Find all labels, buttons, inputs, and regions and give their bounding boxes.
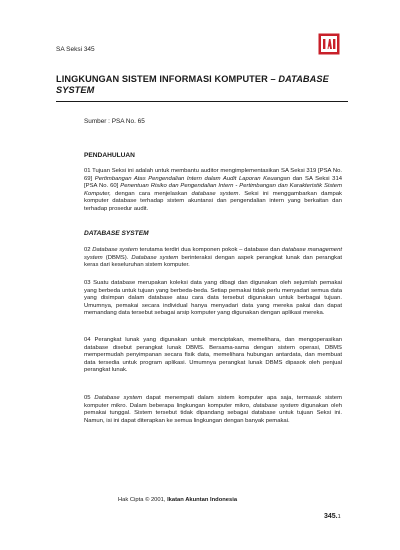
title-divider — [56, 101, 348, 102]
section-code: SA Seksi 345 — [56, 46, 95, 53]
source-reference: Sumber : PSA No. 65 — [84, 118, 145, 125]
p01-text-g: . Seksi ini menggambarkan dampak komputer database terhadap sistem akuntansi dan pengendalian intern yang berkaitan dan terhadap prosedur audit. — [84, 190, 342, 212]
p01-italic-d: Penentuan Risiko dan Pengendalian Intern - Pertimbangan dan Karakteristik Sistem Komputer, — [84, 183, 342, 197]
copyright-prefix: Hak Cipta © 2001, — [118, 497, 168, 503]
paragraph-03: 03 Suatu database merupakan koleksi data yang dibagi dan digunakan oleh sejumlah pemakai yang berbeda untuk tujuan yang berbeda-beda. Setiap pemakai tidak perlu menyadari semua data yang disimpan dalam database atau cara data tersebut digunakan untuk berbagai tujuan. Umumnya, pemakai secara individual hanya menyadari data yang mereka pakai dan dapat memandang data tersebut sebagai arsip komputer yang digunakan dengan aplikasi mereka. — [84, 280, 342, 317]
copyright-notice — [118, 497, 237, 503]
p02-italic-b: Database system — [92, 247, 138, 253]
paragraph-02 — [84, 247, 342, 270]
p02-text-e: (DBMS). — [102, 254, 132, 261]
page-number-sub: 1 — [337, 514, 341, 520]
p05-italic-b: Database system — [94, 395, 143, 401]
p01-italic-b: Pertimbangan Atas Pengendalian Intern dalam Audit Laporan Keuangan — [94, 175, 291, 182]
p01-text-c: dan SA Seksi 314 [PSA No. 60] — [84, 175, 343, 190]
p05-italic-d: database system — [253, 402, 299, 409]
p02-text-g: berinteraksi dengan aspek perangkat lunak dan perangkat keras dari keseluruhan sistem komputer. — [84, 254, 342, 269]
p01-text-a: 01 Tujuan Seksi ini adalah untuk membantu auditor mengimplementasikan SA Seksi 319 [PSA No. 69] — [84, 168, 342, 182]
p02-text-a: 02 — [84, 247, 93, 253]
iai-logo — [318, 33, 340, 55]
p05-text-a: 05 — [84, 395, 95, 401]
p01-italic-f: database system — [191, 190, 239, 197]
heading-pendahuluan: PENDAHULUAN — [84, 152, 135, 159]
p05-text-c: dapat menempati dalam sistem komputer apa saja, termasuk sistem komputer mikro. Dalam beberapa lingkungan komputer mikro, — [84, 395, 342, 409]
p02-italic-f: Database system — [131, 254, 179, 261]
title-main: LINGKUNGAN SISTEM INFORMASI KOMPUTER – — [56, 74, 279, 84]
p05-text-e: digunakan oleh pemakai tunggal. Sistem tersebut tidak dipandang sebagai database untuk tujuan Seksi ini. Namun, isi ini dapat diterapkan ke semua lingkungan dengan banyak pemakai. — [84, 402, 342, 424]
p02-text-c: terutama terdiri dua komponen pokok – database dan — [137, 247, 282, 253]
paragraph-05 — [84, 395, 342, 425]
page-number — [324, 513, 341, 520]
copyright-organization: Ikatan Akuntan Indonesia — [167, 497, 238, 503]
paragraph-04: 04 Perangkat lunak yang digunakan untuk menciptakan, memelihara, dan mengoperasikan database disebut perangkat lunak DBMS. Bersama-sama dengan sistem operasi, DBMS mempermudah penyimpanan secara fisik data, memelihara hubungan antardata, dan membuat data tersedia untuk program aplikasi. Umumnya perangkat lunak DBMS dipasok oleh penjual perangkat lunak. — [84, 337, 342, 374]
paragraph-01 — [84, 168, 342, 214]
p02-italic-d: database management system — [84, 247, 342, 261]
heading-database-system: DATABASE SYSTEM — [84, 230, 149, 237]
page-number-main: 345. — [324, 513, 338, 520]
title-italic: DATABASE SYSTEM — [56, 74, 329, 95]
document-title — [56, 74, 346, 96]
p01-text-e: dengan cara menjelaskan — [110, 190, 192, 197]
